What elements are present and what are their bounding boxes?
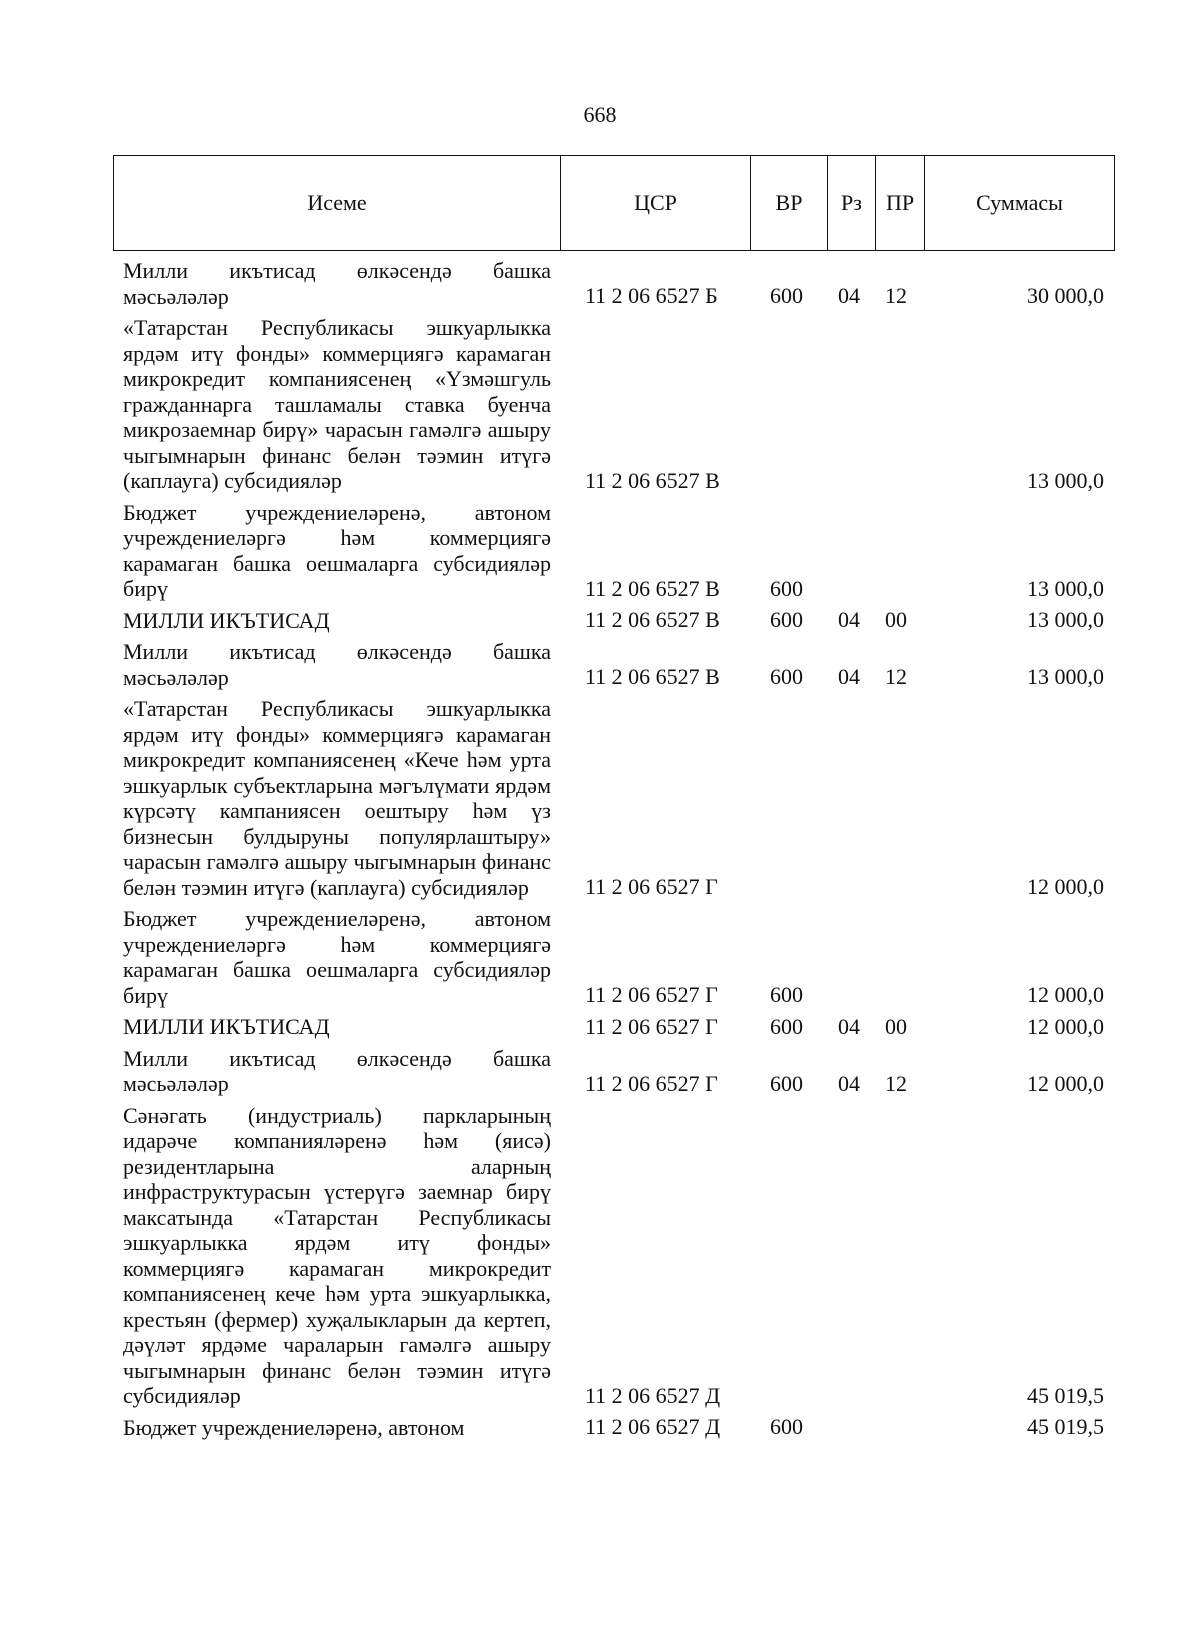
- row-values: [0, 1014, 1200, 1040]
- row-name: Милли икътисад өлкәсендә башка мәсьәләләр: [123, 258, 551, 309]
- row-sum: 30 000,0: [1027, 283, 1104, 308]
- row-sum: 45 019,5: [1027, 1414, 1104, 1439]
- row-rz: 04: [838, 1070, 860, 1096]
- table-row: [0, 1415, 1200, 1441]
- row-name: МИЛЛИ ИКЪТИСАД: [123, 607, 330, 633]
- row-rz: 04: [838, 1013, 860, 1039]
- row-csr: 11 2 06 6527 В: [585, 575, 720, 601]
- row-sum: 13 000,0: [1027, 664, 1104, 689]
- table-row: [0, 696, 1200, 900]
- row-vr: 600: [770, 607, 803, 632]
- row-values: [0, 982, 1200, 1008]
- row-values: [0, 1383, 1200, 1409]
- row-sum: 13 000,0: [1027, 575, 1104, 601]
- row-csr: 11 2 06 6527 В: [585, 664, 720, 689]
- row-name: «Татарстан Республикасы эшкуарлыкка ярдәм итү фонды» коммерциягә карамаган микрокредит компаниясенең «Үзмәшгуль гражданнарга ташламалы ставка буенча микрозаемнар бирү» чарасын гамәлгә ашыру чыгымнарын финанс белән тәэмин итүгә (каплауга) субсидияләр: [123, 315, 551, 493]
- row-csr: 11 2 06 6527 Д: [585, 1382, 721, 1408]
- row-vr: 600: [770, 283, 803, 308]
- row-name: Сәнәгать (индустриаль) паркларының идарәче компанияләренә һәм (яисә) резидентларына аларның инфраструктурасын үстерүгә заемнар бирү максатында «Татарстан Республикасы эшкуарлыкка ярдәм итү фонды» коммерциягә карамаган микрокредит компаниясенең кече һәм урта эшкуарлыкка, крестьян (фермер) хуҗалыкларын да кертеп, дәүләт ярдәме чараларын гамәлгә ашыру чыгымнарын финанс белән тәэмин итүгә субсидияләр: [123, 1102, 551, 1408]
- table-row: [0, 258, 1200, 309]
- row-rz: 04: [838, 283, 860, 308]
- row-values: [0, 664, 1200, 690]
- row-vr: 600: [770, 664, 803, 689]
- row-sum: 12 000,0: [1027, 982, 1104, 1007]
- row-rz: 04: [838, 664, 860, 689]
- row-csr: 11 2 06 6527 Г: [585, 1013, 718, 1039]
- row-sum: 12 000,0: [1027, 1013, 1104, 1039]
- row-vr: 600: [770, 575, 803, 601]
- row-sum: 13 000,0: [1027, 607, 1104, 632]
- row-name: Бюджет учреждениеләренә, автоном учреждениеләргә һәм коммерциягә карамаган башка оешмаларга субсидияләр бирү: [123, 906, 551, 1008]
- row-name: Милли икътисад өлкәсендә башка мәсьәләләр: [123, 1045, 551, 1096]
- row-name: Бюджет учреждениеләренә, автоном: [123, 1414, 465, 1440]
- table-row: [0, 639, 1200, 690]
- row-values: [0, 576, 1200, 602]
- row-csr: 11 2 06 6527 Г: [585, 1070, 718, 1096]
- table-body: [0, 258, 1200, 1446]
- table-row: [0, 500, 1200, 602]
- row-vr: 600: [770, 982, 803, 1007]
- row-values: [0, 607, 1200, 633]
- table-row: [0, 1103, 1200, 1409]
- row-vr: 600: [770, 1070, 803, 1096]
- row-values: [0, 1071, 1200, 1097]
- row-csr: 11 2 06 6527 Г: [585, 874, 718, 899]
- row-sum: 13 000,0: [1027, 467, 1104, 493]
- row-values: [0, 468, 1200, 494]
- header-pr: ПР: [876, 156, 925, 250]
- table-header: [113, 155, 1115, 251]
- row-name: «Татарстан Республикасы эшкуарлыкка ярдәм итү фонды» коммерциягә карамаган микрокредит компаниясенең «Кече һәм урта эшкуарлык субъектларына мәгълүмати ярдәм күрсәтү кампаниясен оештыру һәм үз бизнесын булдыруны популярлаштыру» чарасын гамәлгә ашыру чыгымнарын финанс белән тәэмин итүгә (каплауга) субсидияләр: [123, 696, 551, 900]
- row-vr: 600: [770, 1013, 803, 1039]
- row-name: МИЛЛИ ИКЪТИСАД: [123, 1014, 330, 1039]
- row-csr: 11 2 06 6527 Б: [585, 283, 718, 308]
- row-csr: 11 2 06 6527 Г: [585, 982, 718, 1007]
- row-values: [0, 874, 1200, 900]
- header-vr: ВР: [751, 156, 828, 250]
- row-csr: 11 2 06 6527 В: [585, 607, 720, 632]
- header-name: Исеме: [114, 156, 561, 250]
- row-sum: 12 000,0: [1027, 874, 1104, 899]
- row-sum: 12 000,0: [1027, 1070, 1104, 1096]
- row-pr: 12: [885, 1070, 907, 1096]
- row-name: Милли икътисад өлкәсендә башка мәсьәләләр: [123, 639, 551, 690]
- row-pr: 12: [885, 283, 907, 308]
- row-csr: 11 2 06 6527 Д: [585, 1414, 721, 1439]
- row-pr: 00: [885, 607, 907, 632]
- row-rz: 04: [838, 607, 860, 632]
- row-values: [0, 283, 1200, 309]
- table-row: [0, 608, 1200, 634]
- row-sum: 45 019,5: [1027, 1382, 1104, 1408]
- row-csr: 11 2 06 6527 В: [585, 467, 720, 493]
- table-row: [0, 1014, 1200, 1040]
- header-csr: ЦСР: [561, 156, 751, 250]
- table-row: [0, 906, 1200, 1008]
- row-vr: 600: [770, 1414, 803, 1439]
- row-pr: 12: [885, 664, 907, 689]
- row-values: [0, 1414, 1200, 1440]
- header-sum: Суммасы: [976, 190, 1063, 215]
- row-pr: 00: [885, 1013, 907, 1039]
- row-name: Бюджет учреждениеләренә, автоном учреждениеләргә һәм коммерциягә карамаган башка оешмаларга субсидияләр бирү: [123, 499, 551, 601]
- header-rz: Рз: [828, 156, 876, 250]
- table-row: [0, 315, 1200, 494]
- page-number: 668: [583, 102, 617, 127]
- table-row: [0, 1046, 1200, 1097]
